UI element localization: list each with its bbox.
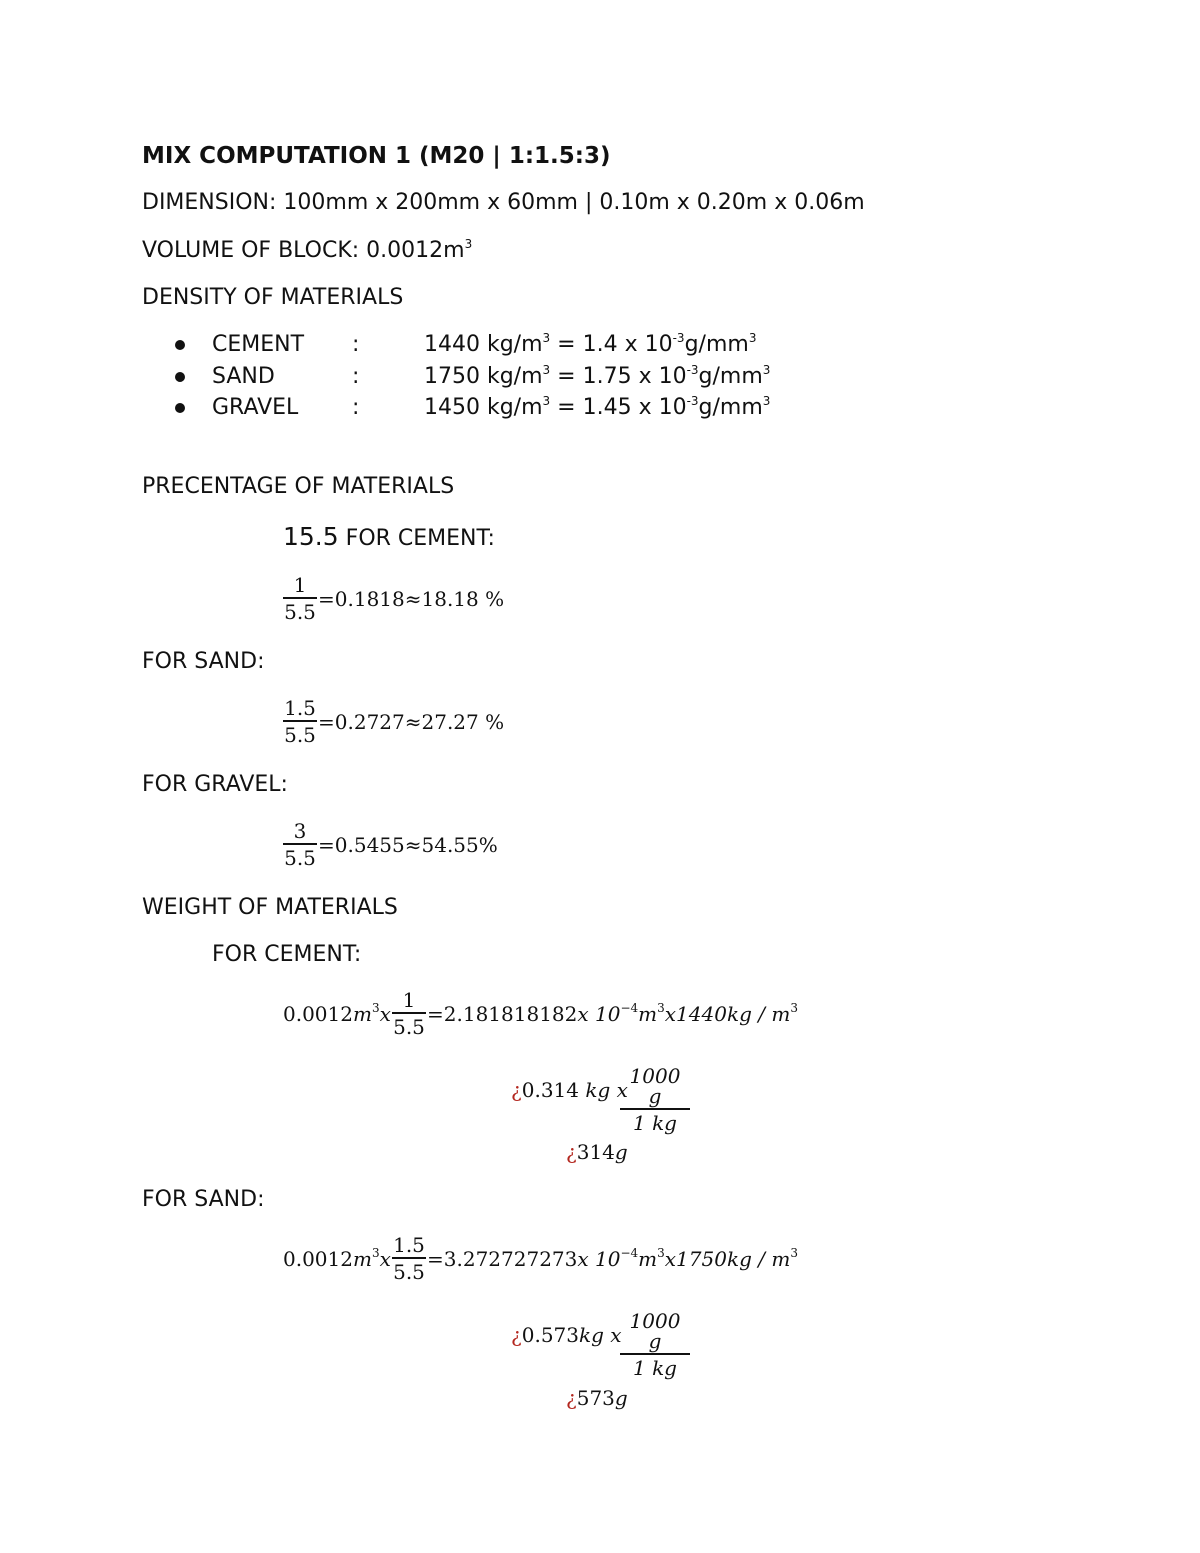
pct-sand-result: =0.2727≈27.27 % [318,710,505,734]
pct-cement-result: =0.1818≈18.18 % [318,587,505,611]
w-sand-label: FOR SAND: [142,1187,265,1212]
density-name: GRAVEL [212,395,299,420]
w-sand-fraction: 1.5 5.5 [393,1233,425,1284]
bullet-icon [175,340,185,350]
pct-sand-label: FOR SAND: [142,649,265,674]
density-colon: : [352,395,360,420]
density-colon: : [352,332,360,357]
percentage-heading: PRECENTAGE OF MATERIALS [142,474,455,499]
pct-gravel-label: FOR GRAVEL: [142,772,288,797]
pct-gravel-result: =0.5455≈54.55% [318,833,498,857]
w-sand-conversion: 1000 g 1 kg [620,1311,690,1378]
density-name: CEMENT [212,332,305,357]
pct-cement-label: 15.5 FOR CEMENT: [283,522,495,551]
w-cement-fraction: 1 5.5 [393,988,425,1039]
density-colon: : [352,364,360,389]
dimension-line: DIMENSION: 100mm x 200mm x 60mm | 0.10m x 0.20m x 0.06m [142,190,865,215]
pct-cement-fraction: 1 5.5 [284,573,316,624]
density-heading: DENSITY OF MATERIALS [142,285,404,310]
density-value: 1440 $kg/m^3 = 1.4$ x $10^{-3}g/mm^3$ [424,331,757,357]
w-sand-result: ¿573g [566,1386,628,1410]
bullet-icon [175,372,185,382]
density-name: SAND [212,364,275,389]
weight-heading: WEIGHT OF MATERIALS [142,895,398,920]
pct-gravel-fraction: 3 5.5 [284,819,316,870]
pct-sand-fraction: 1.5 5.5 [284,696,316,747]
volume-line: VOLUME OF BLOCK: $0.0012m^3$ [142,237,473,263]
w-cement-label: FOR CEMENT: [212,942,362,967]
w-cement-conversion: 1000 g 1 kg [620,1066,690,1133]
page-title: MIX COMPUTATION 1 (M20 | 1:1.5:3) [142,143,611,169]
density-value: 1750 $kg/m^3 = 1.75$ x $10^{-3}g/mm^3$ [424,363,771,389]
density-value: 1450 $kg/m^3 = 1.45$ x $10^{-3}g/mm^3$ [424,394,771,420]
w-cement-result: ¿314g [566,1140,628,1164]
bullet-icon [175,403,185,413]
